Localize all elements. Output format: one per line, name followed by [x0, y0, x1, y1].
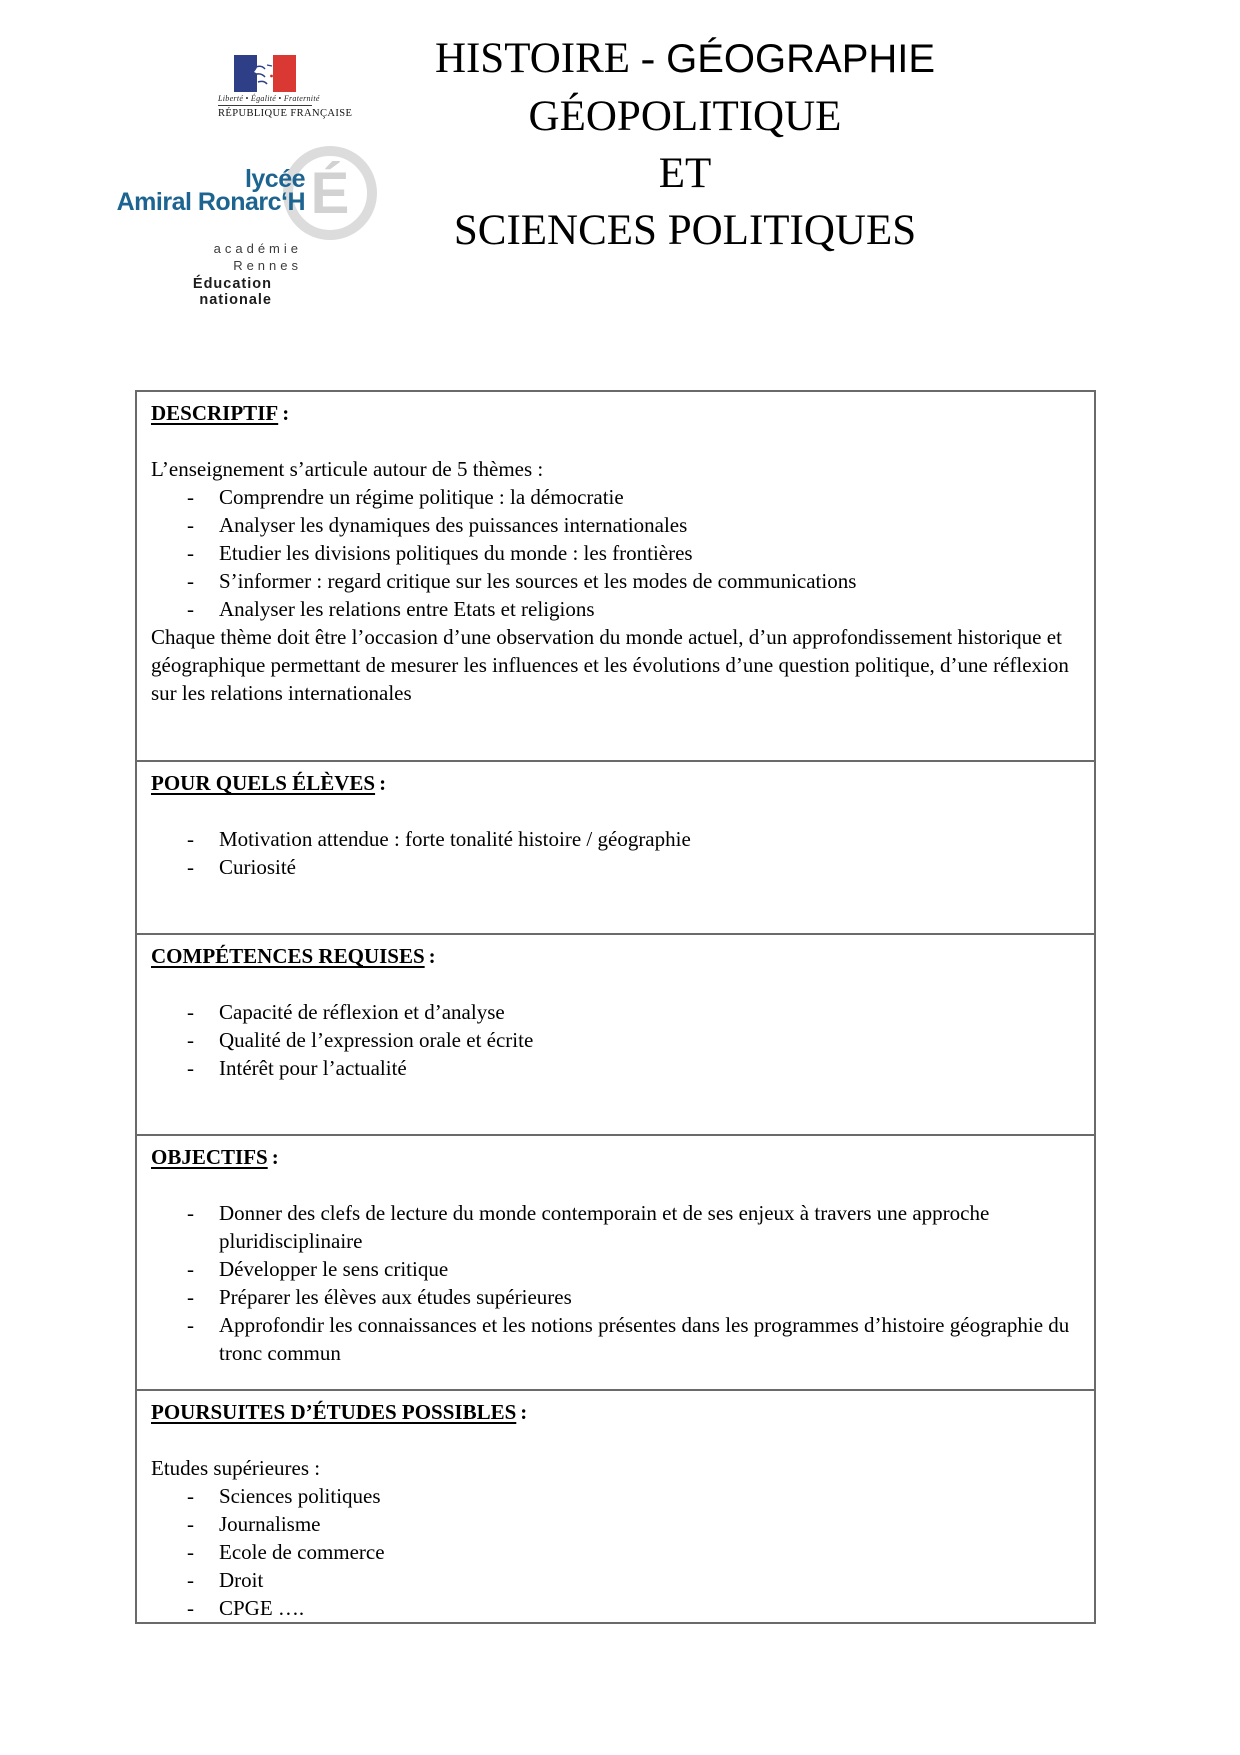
gov-motto: Liberté • Égalité • Fraternité	[218, 94, 320, 103]
section-heading-text: POUR QUELS ÉLÈVES	[151, 771, 376, 795]
academy-name	[214, 240, 302, 274]
ministry-line2: nationale	[199, 292, 272, 308]
school-name	[116, 165, 305, 216]
bullet-list	[151, 1482, 1080, 1622]
bullet-list	[151, 483, 1080, 623]
section-descriptif	[137, 392, 1094, 762]
page-title	[320, 30, 1050, 259]
title-line-1	[320, 30, 1050, 88]
bullet-item: - Intérêt pour l’actualité	[151, 1054, 1080, 1082]
title-line-3: ET	[658, 150, 712, 197]
sections-table	[135, 390, 1096, 1624]
academy-line2: Rennes	[233, 258, 302, 273]
title-line1-serif: HISTOIRE -	[434, 35, 656, 82]
bullet-item: - Sciences politiques	[151, 1482, 1080, 1510]
section-heading-text: OBJECTIFS	[151, 1145, 268, 1169]
bullet-item: - Développer le sens critique	[151, 1255, 1080, 1283]
section-heading	[151, 942, 1080, 970]
french-flag-marianne-icon	[234, 55, 296, 92]
ministry-name	[193, 276, 272, 308]
heading-colon: :	[282, 401, 290, 425]
bullet-list	[151, 825, 1080, 881]
bullet-item: - Comprendre un régime politique : la démocratie	[151, 483, 1080, 511]
section-heading	[151, 1143, 1080, 1171]
heading-colon: :	[428, 944, 436, 968]
school-name-line2: Amiral Ronarc‘H	[116, 188, 305, 216]
section-outro: Chaque thème doit être l’occasion d’une observation du monde actuel, d’un approfondissement historique et géographique permettant de mesurer les influences et les évolutions d’une question politique, d’une réflexion sur les relations internationales	[151, 625, 1069, 705]
republic-name: RÉPUBLIQUE FRANÇAISE	[218, 105, 312, 119]
section-intro: Etudes supérieures :	[151, 1456, 321, 1480]
bullet-list	[151, 1199, 1080, 1367]
ministry-line1: Éducation	[192, 276, 272, 292]
bullet-item: - Qualité de l’expression orale et écrite	[151, 1026, 1080, 1054]
republique-francaise-logo	[218, 55, 353, 119]
section-objectifs	[137, 1136, 1094, 1391]
title-line-2: GÉOPOLITIQUE	[528, 93, 842, 140]
bullet-item: - Journalisme	[151, 1510, 1080, 1538]
bullet-item: - CPGE ….	[151, 1594, 1080, 1622]
section-heading-text: COMPÉTENCES REQUISES	[151, 944, 425, 968]
bullet-item: - Motivation attendue : forte tonalité histoire / géographie	[151, 825, 1080, 853]
academy-line1: académie	[213, 241, 302, 256]
section-poursuites-etudes	[137, 1391, 1094, 1622]
title-line1-sans: GÉOGRAPHIE	[666, 37, 936, 81]
bullet-item: - Donner des clefs de lecture du monde contemporain et de ses enjeux à travers une approche pluridisciplinaire	[151, 1199, 1080, 1255]
bullet-item: - Capacité de réflexion et d’analyse	[151, 998, 1080, 1026]
bullet-item: - Approfondir les connaissances et les notions présentes dans les programmes d’histoire géographie du tronc commun	[151, 1311, 1080, 1367]
section-intro: L’enseignement s’articule autour de 5 thèmes :	[151, 457, 544, 481]
heading-colon: :	[271, 1145, 279, 1169]
heading-colon: :	[379, 771, 387, 795]
title-line-4: SCIENCES POLITIQUES	[453, 207, 917, 254]
section-pour-quels-eleves	[137, 762, 1094, 935]
school-name-line1: lycée	[244, 165, 305, 193]
section-heading-text: POURSUITES D’ÉTUDES POSSIBLES	[151, 1400, 517, 1424]
bullet-list	[151, 998, 1080, 1082]
section-heading	[151, 769, 1080, 797]
section-heading	[151, 1398, 1080, 1426]
bullet-item: - Analyser les relations entre Etats et religions	[151, 595, 1080, 623]
bullet-item: - Droit	[151, 1566, 1080, 1594]
section-heading	[151, 399, 1080, 427]
heading-colon: :	[520, 1400, 528, 1424]
bullet-item: - Etudier les divisions politiques du monde : les frontières	[151, 539, 1080, 567]
section-competences-requises	[137, 935, 1094, 1136]
bullet-item: - Préparer les élèves aux études supérieures	[151, 1283, 1080, 1311]
bullet-item: - S’informer : regard critique sur les sources et les modes de communications	[151, 567, 1080, 595]
section-heading-text: DESCRIPTIF	[151, 401, 279, 425]
bullet-item: - Curiosité	[151, 853, 1080, 881]
emblem-letter: É	[310, 160, 350, 226]
bullet-item: - Ecole de commerce	[151, 1538, 1080, 1566]
bullet-item: - Analyser les dynamiques des puissances internationales	[151, 511, 1080, 539]
